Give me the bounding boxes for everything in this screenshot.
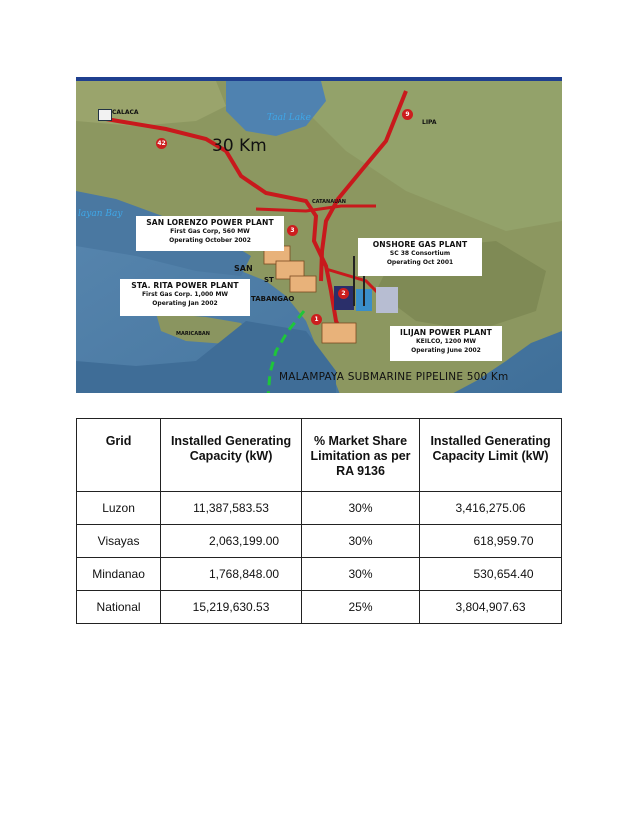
cell-grid: Luzon [77, 492, 161, 525]
callout-sta-rita [120, 279, 250, 316]
callout-title: ILIJAN POWER PLANT [400, 328, 492, 337]
place-st: ST [264, 276, 274, 284]
cell-share: 30% [301, 492, 419, 525]
route-marker-42: 42 [157, 140, 166, 147]
header-grid: Grid [77, 419, 161, 492]
callout-line: First Gas Corp. 1,000 MW [141, 291, 229, 298]
table-row [77, 492, 562, 525]
place-san: SAN [234, 264, 253, 273]
plant-marker-1: 1 [311, 314, 322, 325]
callout-line: First Gas Corp, 560 MW [170, 228, 250, 235]
cell-share: 30% [301, 525, 419, 558]
distance-label: 30 Km [212, 136, 267, 156]
table-row [77, 591, 562, 624]
cell-capacity: 2,063,199.00 [161, 525, 302, 558]
callout-san-lorenzo [136, 216, 284, 251]
cell-capacity: 11,387,583.53 [161, 492, 302, 525]
callout-line: Operating Jan 2002 [152, 300, 218, 307]
cell-capacity: 15,219,630.53 [161, 591, 302, 624]
table-row [77, 558, 562, 591]
callout-line: KEILCO, 1200 MW [416, 338, 476, 345]
calaca-plant-icon [98, 109, 112, 121]
callout-title: ONSHORE GAS PLANT [372, 240, 468, 249]
location-map [76, 77, 562, 393]
callout-line: Operating October 2002 [169, 237, 251, 244]
callout-line: Operating Oct 2001 [386, 259, 454, 266]
header-capacity-limit: Installed Generating Capacity Limit (kW) [420, 419, 562, 492]
place-calaca: CALACA [112, 109, 139, 116]
plant-marker-2: 2 [338, 288, 349, 299]
place-lipa: LIPA [422, 119, 437, 126]
cell-share: 25% [301, 591, 419, 624]
header-installed-capacity: Installed Generating Capacity (kW) [161, 419, 302, 492]
callout-line: Operating June 2002 [411, 347, 481, 354]
place-bay: layan Bay [78, 209, 123, 219]
cell-limit: 3,416,275.06 [420, 492, 562, 525]
cell-limit: 618,959.70 [420, 525, 562, 558]
place-tabangao: TABANGAO [251, 295, 295, 303]
place-taal-lake: Taal Lake [267, 113, 311, 123]
table-row [77, 525, 562, 558]
place-catanauan: CATANAUAN [312, 199, 346, 205]
cell-limit: 3,804,907.63 [420, 591, 562, 624]
place-maricaban: MARICABAN [176, 331, 210, 337]
cell-grid: Visayas [77, 525, 161, 558]
cell-grid: National [77, 591, 161, 624]
pipeline-label: MALAMPAYA SUBMARINE PIPELINE 500 Km [279, 371, 509, 383]
callout-title: STA. RITA POWER PLANT [131, 281, 239, 290]
cell-capacity: 1,768,848.00 [161, 558, 302, 591]
plant-marker-3: 3 [287, 225, 298, 236]
table-header-row [77, 419, 562, 492]
cell-share: 30% [301, 558, 419, 591]
route-marker-9: 9 [402, 109, 413, 120]
callout-line: SC 38 Consortium [389, 250, 451, 257]
capacity-table [76, 418, 562, 624]
cell-limit: 530,654.40 [420, 558, 562, 591]
callout-ilijan [390, 326, 502, 361]
callout-onshore [358, 238, 482, 276]
callout-title: SAN LORENZO POWER PLANT [146, 218, 274, 227]
header-market-share: % Market Share Limitation as per RA 9136 [301, 419, 419, 492]
cell-grid: Mindanao [77, 558, 161, 591]
